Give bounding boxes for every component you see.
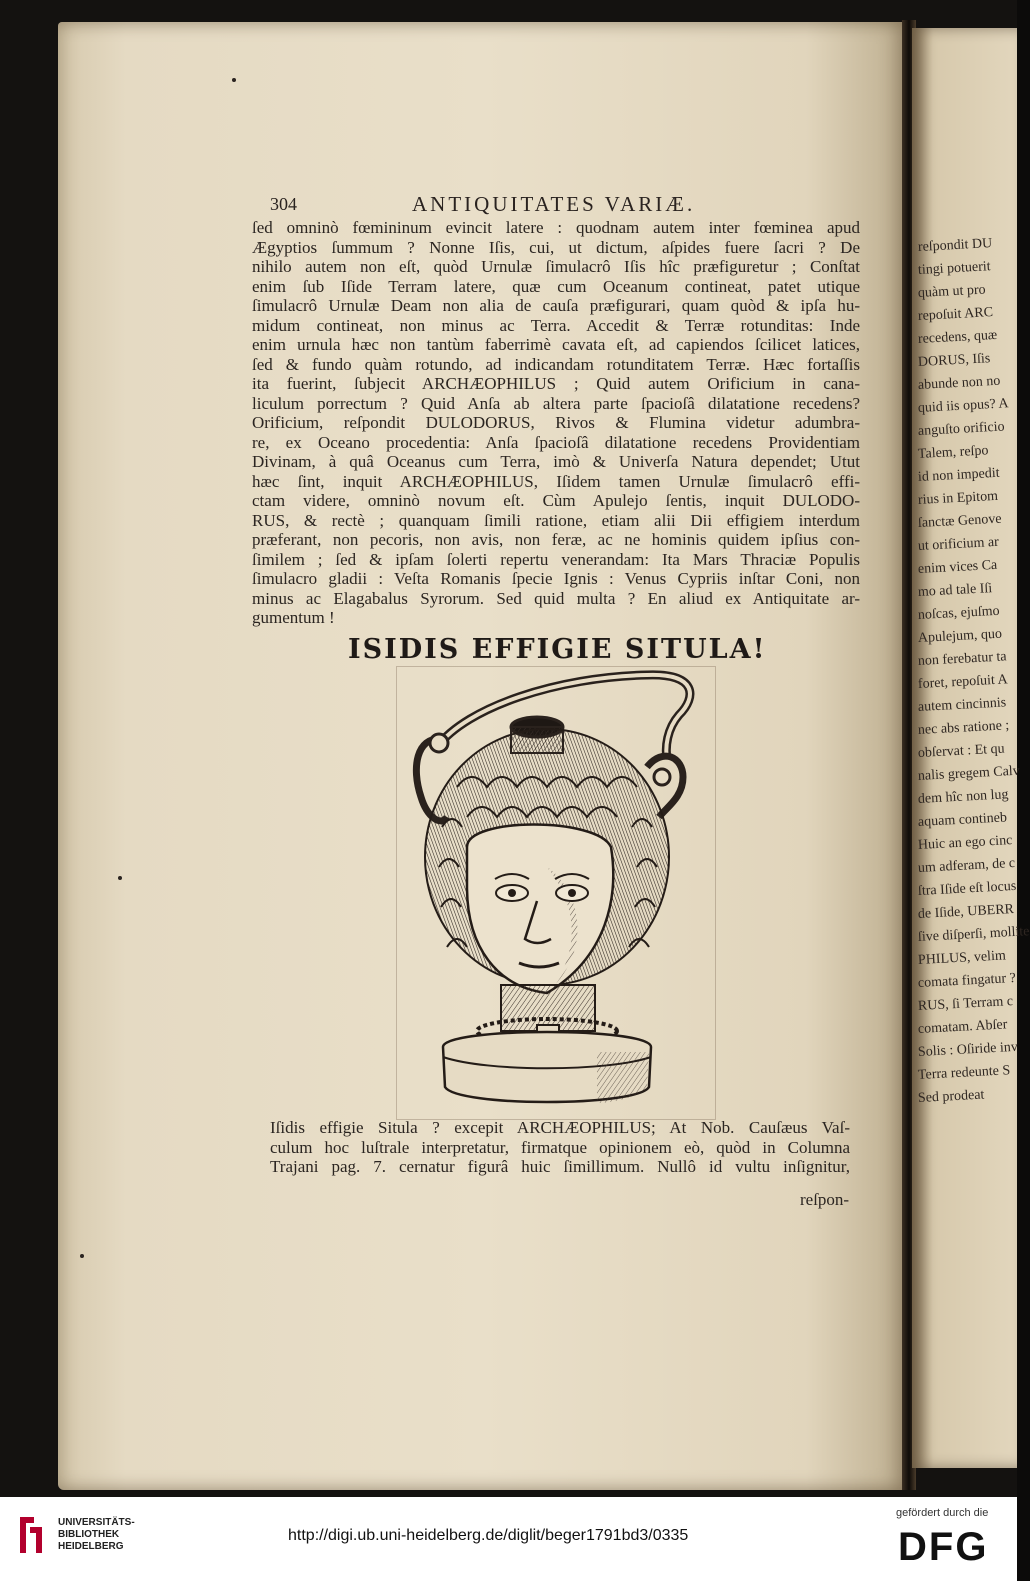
margin-line: Apulejum, quo (917, 626, 1003, 646)
margin-line: PHILUS, velim (917, 948, 1007, 968)
margin-line: enim vices Ca (917, 557, 998, 577)
margin-line: id non impedit (917, 465, 1000, 485)
margin-line: ſanctæ Genove (917, 511, 1002, 531)
margin-line: recedens, quæ (917, 327, 998, 347)
body-line: Orificium, reſpondit DULODORUS, Rivos & Flumina videtur adumbra- (252, 413, 860, 432)
margin-line: ſtra Iſide eſt locus (917, 878, 1017, 899)
body-line: ſimulacrô Urnulæ Deam non alia de cauſa præfigurari, quam quòd & ipſa hu- (252, 296, 860, 315)
margin-line: mo ad tale Iſi (917, 581, 993, 600)
body-text (252, 218, 860, 628)
body-line: re, ex Oceano procedentia: Anſa ſpacioſâ dilatatione recedens Providentiam (252, 432, 860, 452)
body-line: ſed & fundo quàm rotundo, ad indicandam rotunditatem Terræ. Hæc fortaſſis (252, 354, 860, 374)
margin-line: reſpondit DU (917, 236, 993, 255)
margin-line: DORUS, Iſis (917, 351, 991, 370)
margin-line: Talem, reſpo (917, 443, 989, 462)
body-line: gumentum ! (252, 608, 335, 627)
body-line: enim ſub Iſide Terram latere, quæ cum Oceanum contineat, patet utique (252, 276, 860, 296)
margin-line: ſive diſperſi, mollite (917, 924, 1030, 945)
margin-line: tingi potuerit (917, 259, 992, 278)
margin-line: um adferam, de c (917, 855, 1016, 876)
body-line: ſimilem ; ſed & ipſam ſolerti repertu venerandam: Ita Mars Thraciæ Populis (252, 549, 860, 569)
caption-line: Iſidis effigie Situla ? excepit ARCHÆOPHILUS; At Nob. Cauſæus Vaſ- (270, 1118, 850, 1137)
page-number: 304 (270, 194, 297, 214)
margin-line: Sed prodeat (917, 1087, 985, 1106)
body-line: hæc ſint, inquit ARCHÆOPHILUS, Iſidem tamen Urnulæ ſimulacrô effi- (252, 471, 860, 491)
margin-line: aquam contineb (917, 810, 1008, 830)
body-line: ctam videre, omninò novum eſt. Cùm Apulejo ſentis, inquit DULODO- (252, 491, 860, 510)
funding-label: gefördert durch die (896, 1507, 989, 1519)
body-line: ita fuerint, ſubjecit ARCHÆOPHILUS ; Quid autem Orificium in cana- (252, 374, 860, 393)
body-line: midum contineat, non minus ac Terra. Accedit & Terræ rotunditas: Inde (252, 315, 860, 335)
page-header (270, 192, 860, 220)
margin-line: dem hîc non lug (917, 787, 1009, 807)
body-line: minus ac Elagabalus Syrorum. Sed quid multa ? En aliud ex Antiquitate ar- (252, 588, 860, 608)
ink-speck (118, 876, 122, 880)
ink-speck (232, 78, 236, 82)
body-line: Divinam, à quâ Oceanus cum Terra, imò & Univerſa Natura dependet; Utut (252, 452, 860, 471)
margin-line: RUS, ſi Terram c (917, 994, 1014, 1014)
margin-line: noſcas, ejuſmo (917, 603, 1000, 623)
body-line: nihilo autem non eſt, quòd Urnulæ ſimulacrô Iſis hîc præfiguretur ; Conſtat (252, 257, 860, 276)
engraving-plate (396, 666, 716, 1120)
body-line: enim urnula hæc non tantùm faberrimè cavata eſt, ad capiendos ſcilicet latices, (252, 335, 860, 354)
ink-speck (80, 1254, 84, 1258)
body-line: ſed omninò fœmininum evincit latere : quodnam autem inter fœminea apud (252, 218, 860, 237)
institution-line: HEIDELBERG (58, 1541, 124, 1552)
body-line: liculum porrectum ? Quid Anſa ab altera parte ſpacioſâ dilatatione recedens? (252, 393, 860, 413)
margin-line: quid iis opus? A (917, 396, 1009, 416)
university-library-logo (14, 1513, 48, 1557)
right-page-text (917, 236, 1030, 1110)
margin-line: rius in Epitom (917, 488, 999, 508)
isis-head-vessel-engraving (397, 667, 715, 1119)
institution-line: BIBLIOTHEK (58, 1529, 120, 1540)
body-line: ſimulacro gladii : Veſta Romanis ſpecie Ignis : Venus Cypriis inſtar Coni, non (252, 569, 860, 588)
institution-line: UNIVERSITÄTS- (58, 1517, 135, 1528)
margin-line: repoſuit ARC (917, 305, 994, 324)
margin-line: de Iſide, UBERR (917, 901, 1015, 922)
institution-name (58, 1517, 135, 1553)
margin-line: ut orificium ar (917, 534, 1000, 554)
margin-line: anguſto orificio (917, 419, 1005, 439)
margin-line: foret, repoſuit A (917, 672, 1009, 692)
margin-line: comatam. Abſer (917, 1017, 1008, 1037)
plate-title: ISIDIS EFFIGIE SITULA! (348, 634, 767, 665)
footer-bar (0, 1497, 1017, 1581)
margin-line: abunde non no (917, 373, 1001, 393)
margin-line: non ferebatur ta (917, 649, 1007, 669)
plate-caption (270, 1118, 850, 1177)
margin-line: quàm ut pro (917, 282, 986, 301)
caption-line: culum hoc luſtrale interpretatur, firmatque opinionem eò, quòd in Columna (270, 1137, 850, 1157)
running-title: ANTIQUITATES VARIÆ. (412, 192, 696, 216)
body-line: Ægyptios ſummum ? Nonne Iſis, cui, ut dictum, aſpides fuere ſacri ? De (252, 237, 860, 257)
margin-line: Terra redeunte S (917, 1063, 1011, 1083)
margin-line: autem cincinnis (917, 695, 1007, 715)
margin-line: comata fingatur ? (917, 970, 1017, 991)
margin-line: nalis gregem Calv (917, 763, 1021, 784)
permalink[interactable]: http://digi.ub.uni-heidelberg.de/diglit/beger1791bd3/0335 (288, 1527, 689, 1544)
right-page (912, 28, 1030, 1468)
caption-line: Trajani pag. 7. cernatur figurâ huic ſimillimum. Nullô id vultu inſignitur, (270, 1157, 850, 1176)
margin-line: Solis : Oſiride inv (917, 1039, 1019, 1060)
margin-line: Huic an ego cinc (917, 833, 1013, 853)
catchword: reſpon- (800, 1190, 850, 1209)
dfg-logo: DFG (898, 1525, 989, 1569)
body-line: præferant, non pecoris, non avis, non feræ, ac ne hominis quidem ipſius con- (252, 530, 860, 549)
body-line: RUS, & rectè ; quanquam ſimili ratione, etiam alii Dii effigiem interdum (252, 510, 860, 530)
margin-line: nec abs ratione ; (917, 718, 1010, 738)
margin-line: obſervat : Et qu (917, 741, 1005, 761)
